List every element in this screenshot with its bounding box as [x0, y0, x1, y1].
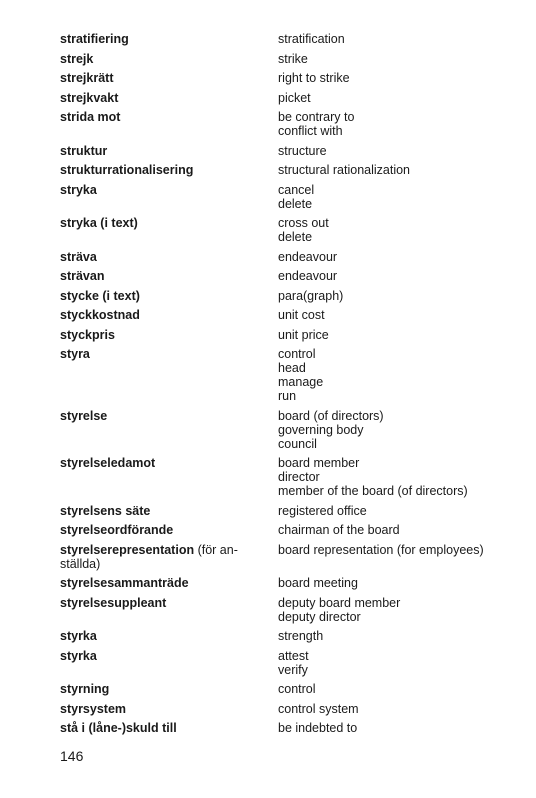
- entry-term-text: strida mot: [60, 110, 121, 124]
- page-number: 146: [60, 748, 84, 764]
- entry-term: [60, 523, 278, 537]
- entry-term: [60, 110, 278, 124]
- entry-translations: [278, 216, 520, 244]
- entry-translation: control: [278, 682, 316, 696]
- entry-translations: [278, 576, 520, 590]
- entry-term: [60, 721, 278, 735]
- entry-term: [60, 649, 278, 663]
- entry-translation: right to strike: [278, 71, 350, 85]
- entry-row: [60, 409, 520, 451]
- entry-term-text: strukturrationalisering: [60, 163, 194, 177]
- entry-translation: board (of directors): [278, 408, 384, 423]
- entry-translation: endeavour: [278, 269, 338, 283]
- entry-term: [60, 144, 278, 158]
- entry-row: [60, 504, 520, 518]
- entry-term: [60, 52, 278, 66]
- entry-translation: control system: [278, 701, 359, 716]
- entry-translation: manage: [278, 375, 324, 389]
- entry-translation: delete: [278, 230, 313, 244]
- entry-term-text: styrelsens säte: [60, 503, 151, 518]
- entry-translation: board member: [278, 456, 360, 470]
- entry-row: [60, 328, 520, 342]
- entry-translations: [278, 32, 520, 46]
- entry-translation: unit price: [278, 327, 329, 342]
- entry-row: [60, 71, 520, 85]
- entry-translation: structural rationalization: [278, 163, 411, 177]
- entry-translations: [278, 269, 520, 283]
- entry-term: [60, 216, 278, 230]
- entry-term: [60, 409, 278, 423]
- entry-term: [60, 183, 278, 197]
- entry-term: [60, 163, 278, 177]
- entry-translations: [278, 250, 520, 264]
- entry-row: [60, 32, 520, 46]
- entry-row: [60, 144, 520, 158]
- entry-row: [60, 183, 520, 211]
- entry-translations: [278, 91, 520, 105]
- entry-translations: [278, 682, 520, 696]
- entry-term: [60, 308, 278, 322]
- entry-term-text: styrning: [60, 682, 110, 696]
- entry-translations: [278, 308, 520, 322]
- entry-term-text: struktur: [60, 143, 108, 158]
- entry-term: [60, 71, 278, 85]
- entry-row: [60, 347, 520, 403]
- entry-term-text: styrka: [60, 629, 97, 643]
- entry-translation: attest: [278, 648, 309, 663]
- entry-translation: be indebted to: [278, 721, 358, 735]
- entry-translations: [278, 409, 520, 451]
- entry-term: [60, 269, 278, 283]
- entry-term-text: styrelseledamot: [60, 456, 156, 470]
- entry-term-text: stå i (låne-)skuld till: [60, 721, 177, 735]
- entry-translations: [278, 629, 520, 643]
- entry-translations: [278, 52, 520, 66]
- entry-term-text: strejkvakt: [60, 90, 119, 105]
- entry-translation: council: [278, 436, 317, 451]
- entry-term: [60, 456, 278, 470]
- entry-translation: strike: [278, 51, 308, 66]
- entry-translations: [278, 347, 520, 403]
- entry-row: [60, 163, 520, 177]
- entry-row: [60, 629, 520, 643]
- entry-row: [60, 216, 520, 244]
- entry-translation: control: [278, 347, 316, 361]
- entry-term-text: styrelseordförande: [60, 523, 174, 537]
- entry-row: [60, 250, 520, 264]
- entry-term-text: stryka (i text): [60, 216, 138, 230]
- entry-term: [60, 91, 278, 105]
- entry-row: [60, 702, 520, 716]
- entry-term: [60, 596, 278, 610]
- entry-term-text: styrelserepresentation: [60, 542, 195, 557]
- entry-row: [60, 649, 520, 677]
- entry-translation: cancel: [278, 182, 315, 197]
- entry-row: [60, 523, 520, 537]
- entry-translation: cross out: [278, 216, 329, 230]
- entry-term-note: (för an-ställda): [60, 542, 238, 571]
- entry-row: [60, 289, 520, 303]
- entry-translation: unit cost: [278, 308, 325, 322]
- entry-translation: be contrary to: [278, 110, 355, 124]
- entry-translations: [278, 110, 520, 138]
- entry-term: [60, 32, 278, 46]
- entry-row: [60, 91, 520, 105]
- entry-translation: para(graph): [278, 288, 344, 303]
- entry-translations: [278, 328, 520, 342]
- entry-translations: [278, 721, 520, 735]
- entry-row: [60, 576, 520, 590]
- entry-term: [60, 289, 278, 303]
- entry-translation: endeavour: [278, 249, 338, 264]
- entry-translations: [278, 596, 520, 624]
- entry-term-text: strejkrätt: [60, 71, 114, 85]
- entry-term-text: styrka: [60, 648, 97, 663]
- entry-term-text: styckkostnad: [60, 308, 140, 322]
- entry-translation: head: [278, 361, 306, 375]
- entry-row: [60, 52, 520, 66]
- entry-translation: chairman of the board: [278, 523, 400, 537]
- entry-translation: structure: [278, 143, 327, 158]
- entry-list: [60, 32, 520, 741]
- entry-translation: board meeting: [278, 576, 358, 590]
- entry-term: [60, 702, 278, 716]
- entry-term: [60, 328, 278, 342]
- entry-translations: [278, 144, 520, 158]
- entry-term-text: strejk: [60, 51, 94, 66]
- entry-translations: [278, 543, 520, 557]
- entry-translations: [278, 504, 520, 518]
- entry-term-text: stycke (i text): [60, 288, 140, 303]
- entry-translations: [278, 649, 520, 677]
- entry-term-text: stratifiering: [60, 32, 129, 46]
- entry-term-text: styrelsesuppleant: [60, 595, 167, 610]
- entry-term: [60, 682, 278, 696]
- entry-term-text: styra: [60, 347, 90, 361]
- entry-translation: delete: [278, 196, 313, 211]
- entry-row: [60, 269, 520, 283]
- entry-row: [60, 308, 520, 322]
- entry-term: [60, 504, 278, 518]
- entry-translation: director: [278, 470, 320, 484]
- entry-translation: governing body: [278, 422, 364, 437]
- entry-term: [60, 576, 278, 590]
- entry-translations: [278, 289, 520, 303]
- entry-translations: [278, 163, 520, 177]
- entry-row: [60, 543, 520, 571]
- entry-translation: stratification: [278, 32, 345, 46]
- entry-term: [60, 347, 278, 361]
- entry-row: [60, 110, 520, 138]
- entry-term: [60, 629, 278, 643]
- entry-term-text: styrelsesammanträde: [60, 576, 189, 590]
- entry-translation: deputy director: [278, 609, 361, 624]
- entry-translation: registered office: [278, 503, 367, 518]
- entry-translation: member of the board (of directors): [278, 484, 468, 498]
- entry-row: [60, 456, 520, 498]
- entry-translations: [278, 702, 520, 716]
- entry-translation: picket: [278, 90, 311, 105]
- entry-term: [60, 543, 278, 571]
- entry-translations: [278, 183, 520, 211]
- entry-translation: deputy board member: [278, 595, 401, 610]
- entry-translation: run: [278, 389, 297, 403]
- entry-term-text: styrelse: [60, 408, 108, 423]
- entry-translation: verify: [278, 662, 308, 677]
- entry-term-text: strävan: [60, 269, 105, 283]
- entry-row: [60, 682, 520, 696]
- entry-term-text: styckpris: [60, 327, 115, 342]
- entry-translations: [278, 456, 520, 498]
- entry-translation: conflict with: [278, 124, 343, 138]
- entry-term-text: sträva: [60, 249, 97, 264]
- entry-term-text: stryka: [60, 182, 97, 197]
- entry-term-text: styrsystem: [60, 701, 127, 716]
- entry-row: [60, 721, 520, 735]
- entry-translations: [278, 71, 520, 85]
- entry-translation: strength: [278, 629, 324, 643]
- entry-row: [60, 596, 520, 624]
- entry-translations: [278, 523, 520, 537]
- entry-translation: board representation (for employees): [278, 542, 484, 557]
- entry-term: [60, 250, 278, 264]
